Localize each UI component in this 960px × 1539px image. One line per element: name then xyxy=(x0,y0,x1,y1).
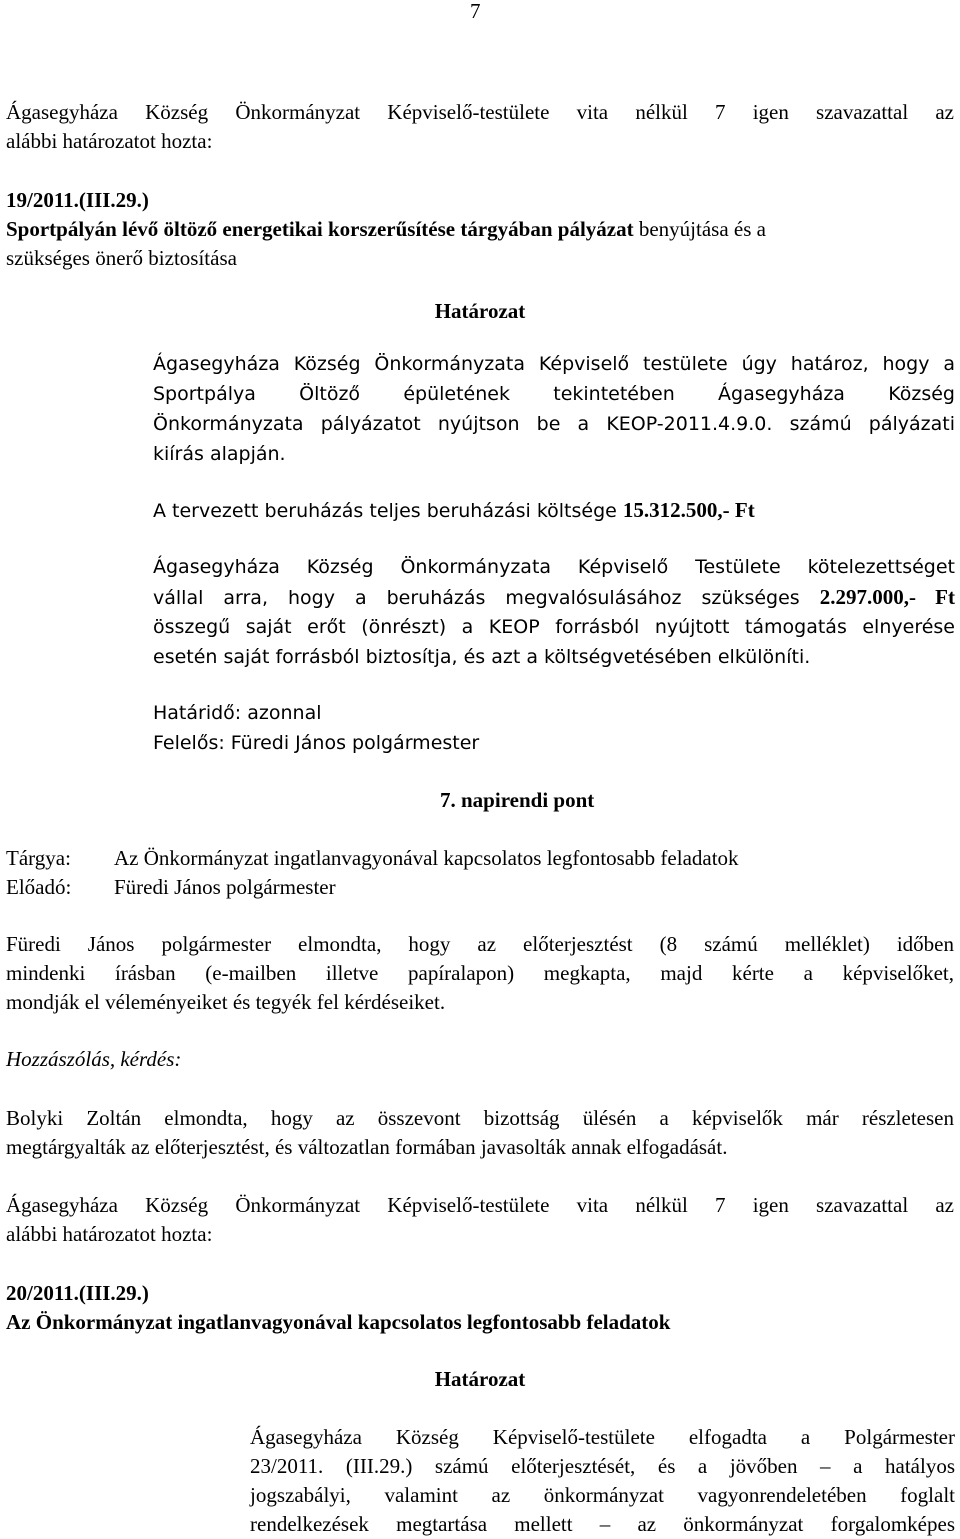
decision-intro-line-1: Ágasegyháza Község Önkormányzat Képviselő-testülete vita nélkül 7 igen szavazattal az xyxy=(6,100,954,124)
resolution-title-rest: benyújtása és a xyxy=(633,217,766,241)
obligation-line-4: esetén saját forrásból biztosítja, és azt a költségvetésében elkülöníti. xyxy=(153,646,811,668)
decision-intro-2-line-1: Ágasegyháza Község Önkormányzat Képviselő-testülete vita nélkül 7 igen szavazattal az xyxy=(6,1193,954,1217)
resolution-text-line-4: kiírás alapján. xyxy=(153,443,286,465)
resolution-20-line-3: jogszabályi, valamint az önkormányzat vagyonrendeletében foglalt xyxy=(250,1483,955,1507)
resolution-20-number: 20/2011.(III.29.) xyxy=(6,1281,149,1305)
resolution-heading: Határozat xyxy=(434,299,526,323)
resolution-title-line-2: szükséges önerő biztosítása xyxy=(6,246,237,270)
comment-line-2: megtárgyalták az előterjesztést, és változatlan formában javasolták annak elfogadását. xyxy=(6,1135,728,1159)
resolution-20-line-1: Ágasegyháza Község Képviselő-testülete elfogadta a Polgármester xyxy=(250,1425,955,1449)
resolution-20-line-2: 23/2011. (III.29.) számú előterjesztését, és a jövőben – a hatályos xyxy=(250,1454,955,1478)
page-number: 7 xyxy=(470,0,481,23)
resolution-20-line-4: rendelkezések megtartása mellett – az önkormányzat forgalomképes xyxy=(250,1512,955,1536)
obligation-value: 2.297.000,- Ft xyxy=(819,585,955,609)
subject-value: Az Önkormányzat ingatlanvagyonával kapcsolatos legfontosabb feladatok xyxy=(114,846,739,870)
investment-cost-text: A tervezett beruházás teljes beruházási költsége xyxy=(153,500,623,522)
deadline: Határidő: azonnal xyxy=(153,702,322,724)
presenter-value: Füredi János polgármester xyxy=(114,875,336,899)
resolution-text-line-2: Sportpálya Öltöző épületének tekintetében Ágasegyháza Község xyxy=(153,383,955,405)
resolution-title-line-1 xyxy=(6,215,766,244)
investment-cost xyxy=(153,496,755,526)
mayor-paragraph-line-2: mindenki írásban (e-mailben illetve papíralapon) megkapta, majd kérte a képviselőket, xyxy=(6,961,954,985)
presenter-label: Előadó: xyxy=(6,875,72,899)
subject-label: Tárgya: xyxy=(6,846,71,870)
mayor-paragraph-line-3: mondják el véleményeiket és tegyék fel kérdéseiket. xyxy=(6,990,446,1014)
resolution-text-line-3: Önkormányzata pályázatot nyújtson be a KEOP-2011.4.9.0. számú pályázati xyxy=(153,413,955,435)
agenda-heading: 7. napirendi pont xyxy=(440,788,595,812)
resolution-20-title: Az Önkormányzat ingatlanvagyonával kapcsolatos legfontosabb feladatok xyxy=(6,1310,671,1334)
obligation-line-2 xyxy=(153,583,955,613)
resolution-text-line-1: Ágasegyháza Község Önkormányzata Képviselő testülete úgy határoz, hogy a xyxy=(153,353,955,375)
comments-heading: Hozzászólás, kérdés: xyxy=(6,1047,182,1071)
obligation-text: vállal arra, hogy a beruházás megvalósulásához szükséges xyxy=(153,587,820,609)
responsible: Felelős: Füredi János polgármester xyxy=(153,732,480,754)
mayor-paragraph-line-1: Füredi János polgármester elmondta, hogy az előterjesztést (8 számú melléklet) időben xyxy=(6,932,954,956)
decision-intro-line-2: alábbi határozatot hozta: xyxy=(6,129,213,153)
resolution-20-heading: Határozat xyxy=(434,1367,526,1391)
obligation-line-1: Ágasegyháza Község Önkormányzata Képviselő Testülete kötelezettséget xyxy=(153,556,955,578)
obligation-line-3: összegű saját erőt (önrészt) a KEOP forrásból nyújtott támogatás elnyerése xyxy=(153,616,955,638)
resolution-number: 19/2011.(III.29.) xyxy=(6,188,149,212)
investment-cost-value: 15.312.500,- Ft xyxy=(622,498,755,522)
decision-intro-2-line-2: alábbi határozatot hozta: xyxy=(6,1222,213,1246)
resolution-title-bold: Sportpályán lévő öltöző energetikai korszerűsítése tárgyában pályázat xyxy=(6,217,634,241)
comment-line-1: Bolyki Zoltán elmondta, hogy az összevont bizottság ülésén a képviselők már részletesen xyxy=(6,1106,954,1130)
